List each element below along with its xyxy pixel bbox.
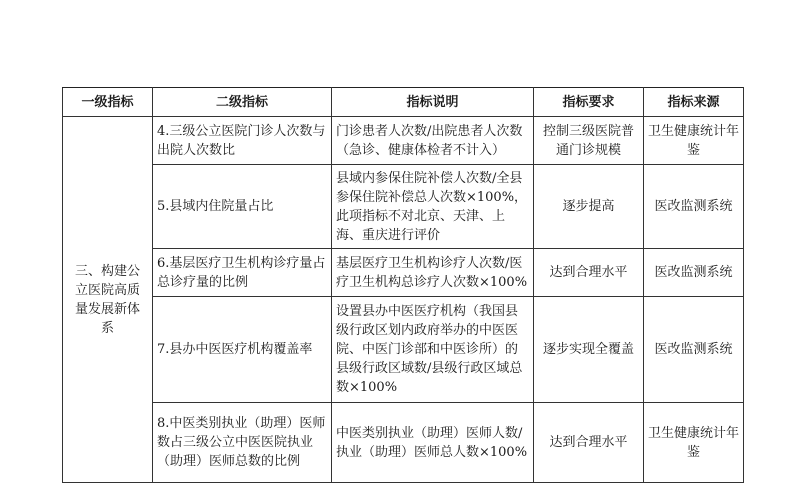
header-indicator-source: 指标来源	[644, 88, 744, 117]
secondary-indicator-cell: 7.县办中医医疗机构覆盖率	[153, 297, 332, 403]
requirement-cell: 控制三级医院普通门诊规模	[534, 117, 644, 165]
header-secondary-indicator: 二级指标	[153, 88, 332, 117]
header-primary-indicator: 一级指标	[63, 88, 153, 117]
table-row	[63, 117, 744, 165]
description-cell: 县域内参保住院补偿人次数/全县参保住院补偿总人次数×100%，此项指标不对北京、天津、上海、重庆进行评价	[332, 165, 534, 249]
description-cell: 基层医疗卫生机构诊疗人次数/医疗卫生机构总诊疗人次数×100%	[332, 249, 534, 297]
table-row	[63, 165, 744, 249]
indicator-table	[62, 87, 744, 483]
source-cell: 医改监测系统	[644, 165, 744, 249]
description-cell: 设置县办中医医疗机构（我国县级行政区划内政府举办的中医医院、中医门诊部和中医诊所）的县级行政区域数/县级行政区域总数×100%	[332, 297, 534, 403]
secondary-indicator-cell: 4.三级公立医院门诊人次数与出院人次数比	[153, 117, 332, 165]
description-cell: 中医类别执业（助理）医师人数/执业（助理）医师总人数×100%	[332, 403, 534, 483]
header-row	[63, 88, 744, 117]
requirement-cell: 达到合理水平	[534, 249, 644, 297]
secondary-indicator-cell: 5.县域内住院量占比	[153, 165, 332, 249]
requirement-cell: 达到合理水平	[534, 403, 644, 483]
secondary-indicator-cell: 8.中医类别执业（助理）医师数占三级公立中医医院执业（助理）医师总数的比例	[153, 403, 332, 483]
secondary-indicator-cell: 6.基层医疗卫生机构诊疗量占总诊疗量的比例	[153, 249, 332, 297]
requirement-cell: 逐步提高	[534, 165, 644, 249]
header-indicator-requirement: 指标要求	[534, 88, 644, 117]
source-cell: 卫生健康统计年鉴	[644, 403, 744, 483]
source-cell: 卫生健康统计年鉴	[644, 117, 744, 165]
header-indicator-description: 指标说明	[332, 88, 534, 117]
table-row	[63, 249, 744, 297]
requirement-cell: 逐步实现全覆盖	[534, 297, 644, 403]
source-cell: 医改监测系统	[644, 297, 744, 403]
source-cell: 医改监测系统	[644, 249, 744, 297]
primary-indicator-cell: 三、构建公立医院高质量发展新体系	[63, 117, 153, 483]
table-row	[63, 297, 744, 403]
table-row	[63, 403, 744, 483]
description-cell: 门诊患者人次数/出院患者人次数（急诊、健康体检者不计入）	[332, 117, 534, 165]
